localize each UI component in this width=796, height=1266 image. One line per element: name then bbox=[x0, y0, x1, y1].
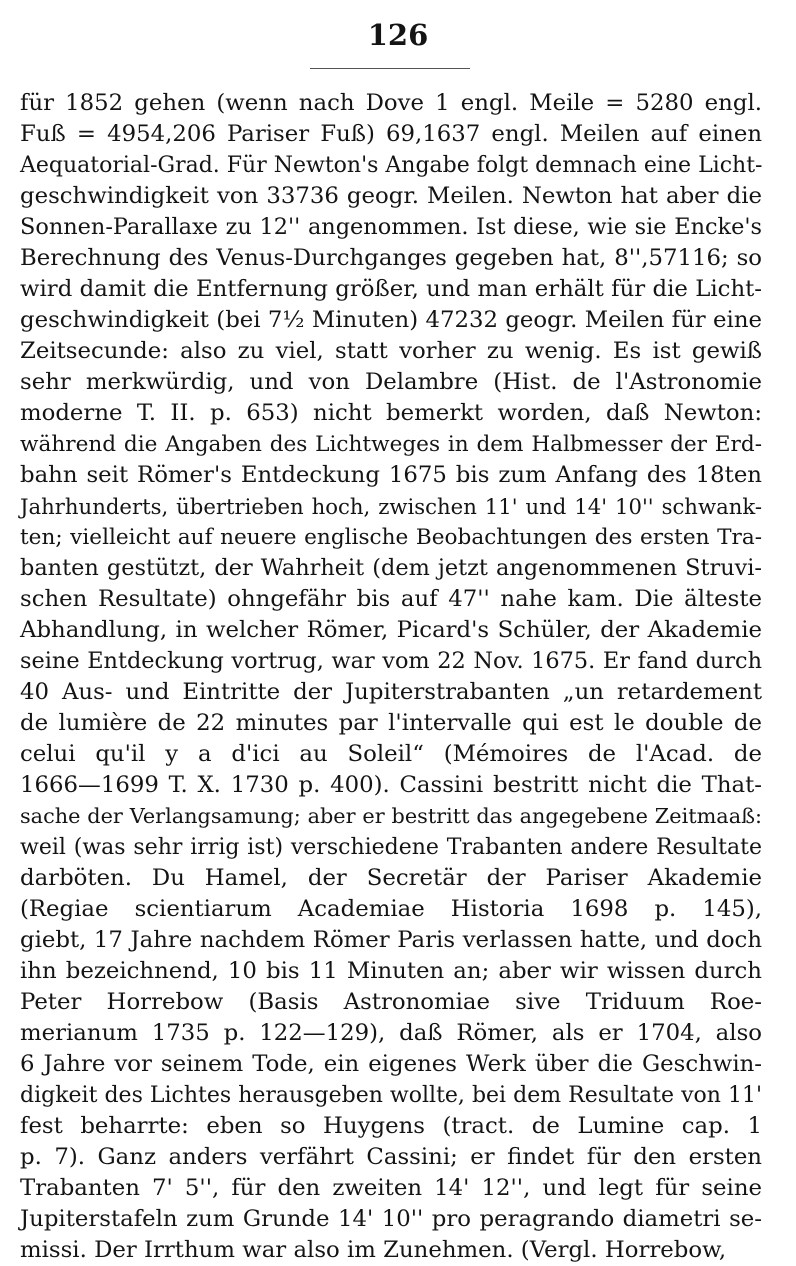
text-line: p. 7). Ganz anders verfährt Cassini; er findet für den ersten bbox=[20, 1144, 762, 1170]
text-line: 1666—1699 T. X. 1730 p. 400). Cassini bestritt nicht die That- bbox=[20, 772, 762, 798]
text-line: Trabanten 7' 5'', für den zweiten 14' 12'', und legt für seine bbox=[20, 1175, 762, 1201]
text-line: bahn seit Römer's Entdeckung 1675 bis zum Anfang des 18ten bbox=[20, 462, 762, 488]
text-line: Jahrhunderts, übertrieben hoch, zwischen 11' und 14' 10'' schwank- bbox=[20, 494, 762, 519]
text-line: darböten. Du Hamel, der Secretär der Pariser Akademie bbox=[20, 865, 762, 891]
text-line: (Regiae scientiarum Academiae Historia 1698 p. 145), bbox=[20, 896, 762, 922]
text-line: merianum 1735 p. 122—129), daß Römer, als er 1704, also bbox=[20, 1020, 762, 1046]
text-line: wird damit die Entfernung größer, und man erhält für die Licht- bbox=[20, 276, 762, 302]
text-line: sache der Verlangsamung; aber er bestritt das angegebene Zeitmaaß: bbox=[20, 804, 762, 828]
text-line: 6 Jahre vor seinem Tode, ein eigenes Werk über die Geschwin- bbox=[20, 1051, 762, 1077]
text-line: de lumière de 22 minutes par l'intervalle qui est le double de bbox=[20, 710, 762, 736]
text-line: moderne T. II. p. 653) nicht bemerkt worden, daß Newton: bbox=[20, 400, 762, 426]
text-line: Peter Horrebow (Basis Astronomiae sive Triduum Roe- bbox=[20, 989, 762, 1015]
text-line: banten gestützt, der Wahrheit (dem jetzt angenommenen Struvi- bbox=[20, 555, 762, 581]
text-line: Zeitsecunde: also zu viel, statt vorher zu wenig. Es ist gewiß bbox=[20, 338, 762, 364]
text-line: geschwindigkeit von 33736 geogr. Meilen. Newton hat aber die bbox=[20, 183, 762, 209]
text-line: 40 Aus- und Eintritte der Jupiterstrabanten „un retardement bbox=[20, 679, 762, 705]
text-line: Jupiterstafeln zum Grunde 14' 10'' pro peragrando diametri se- bbox=[20, 1206, 762, 1232]
text-line: giebt, 17 Jahre nachdem Römer Paris verlassen hatte, und doch bbox=[20, 927, 762, 953]
text-line: während die Angaben des Lichtweges in dem Halbmesser der Erd- bbox=[20, 432, 762, 457]
text-line: seine Entdeckung vortrug, war vom 22 Nov. 1675. Er fand durch bbox=[20, 648, 762, 674]
body-text bbox=[20, 88, 762, 1266]
text-line: für 1852 gehen (wenn nach Dove 1 engl. Meile = 5280 engl. bbox=[20, 90, 762, 116]
text-line: Aequatorial-Grad. Für Newton's Angabe folgt demnach eine Licht- bbox=[20, 153, 763, 178]
text-line: weil (was sehr irrig ist) verschiedene Trabanten andere Resultate bbox=[20, 835, 762, 860]
text-line: Sonnen-Parallaxe zu 12'' angenommen. Ist diese, wie sie Encke's bbox=[20, 214, 762, 240]
text-line: ten; vielleicht auf neuere englische Beobachtungen des ersten Tra- bbox=[20, 525, 762, 550]
text-line: Abhandlung, in welcher Römer, Picard's Schüler, der Akademie bbox=[20, 617, 762, 643]
text-line: missi. Der Irrthum war also im Zunehmen. (Vergl. Horrebow, bbox=[20, 1237, 727, 1263]
text-line: ihn bezeichnend, 10 bis 11 Minuten an; aber wir wissen durch bbox=[20, 958, 762, 984]
text-line: sehr merkwürdig, und von Delambre (Hist. de l'Astronomie bbox=[20, 369, 762, 395]
text-line: schen Resultate) ohngefähr bis auf 47'' nahe kam. Die älteste bbox=[20, 586, 762, 612]
text-line: celui qu'il y a d'ici au Soleil“ (Mémoires de l'Acad. de bbox=[20, 741, 762, 767]
text-line: Berechnung des Venus-Durchganges gegeben hat, 8'',57116; so bbox=[20, 245, 762, 271]
text-line: digkeit des Lichtes herausgeben wollte, bei dem Resultate von 11' bbox=[20, 1083, 762, 1108]
text-line: fest beharrte: eben so Huygens (tract. de Lumine cap. 1 bbox=[20, 1113, 762, 1139]
page-number: 126 bbox=[367, 18, 429, 52]
header-rule bbox=[310, 68, 470, 69]
text-line: geschwindigkeit (bei 7½ Minuten) 47232 geogr. Meilen für eine bbox=[20, 307, 762, 333]
text-line: Fuß = 4954,206 Pariser Fuß) 69,1637 engl. Meilen auf einen bbox=[20, 121, 762, 147]
